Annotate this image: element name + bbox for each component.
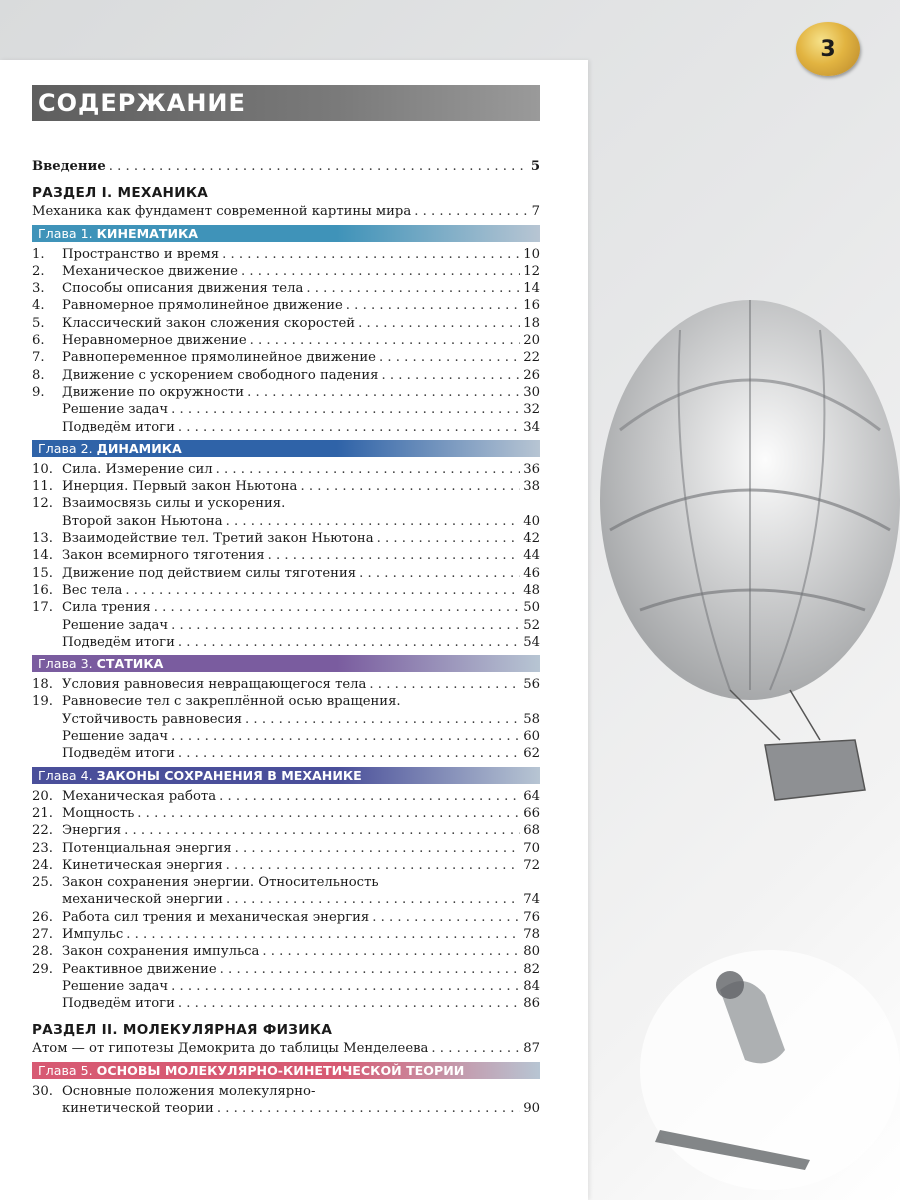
entry-page: 20 (523, 333, 540, 349)
entry-number: 6. (32, 333, 45, 349)
entry-number: 30. (32, 1083, 53, 1099)
dot-leader (262, 943, 520, 960)
entry-page: 16 (523, 298, 540, 314)
entry-title: Движение по окружности (62, 384, 245, 400)
entry-title: Решение задач (62, 729, 169, 745)
entry-title: Взаимосвязь силы и ускорения. (62, 496, 286, 512)
entry-title: Механическое движение (62, 263, 238, 279)
toc-entry[interactable] (32, 401, 540, 418)
chapter-heading[interactable] (32, 767, 540, 784)
entry-title: Классический закон сложения скоростей (62, 315, 356, 331)
dot-leader (226, 857, 521, 874)
toc-entry[interactable] (32, 297, 540, 314)
entry-number: 29. (32, 961, 53, 977)
entry-number: 10. (32, 461, 53, 477)
dot-leader (300, 478, 520, 495)
chapter-number: Глава 3. (38, 656, 93, 672)
toc-entry[interactable] (32, 857, 540, 874)
dot-leader (178, 419, 520, 436)
dot-leader (250, 332, 521, 349)
toc-entry[interactable] (32, 874, 540, 891)
toc-entry[interactable] (32, 263, 540, 280)
toc-entry[interactable] (32, 1040, 540, 1057)
entry-title: Второй закон Ньютона (62, 513, 223, 529)
dot-leader (369, 676, 520, 693)
entry-number: 7. (32, 350, 45, 366)
entry-page: 86 (523, 996, 540, 1012)
toc-entry[interactable] (32, 599, 540, 616)
entry-number: 28. (32, 944, 53, 960)
entry-title: Сила трения (62, 600, 151, 616)
dot-leader (377, 530, 521, 547)
entry-title: Неравномерное движение (62, 333, 247, 349)
toc-entry[interactable] (32, 349, 540, 366)
toc-entry[interactable] (32, 582, 540, 599)
entry-page: 76 (523, 909, 540, 925)
toc-entry[interactable] (32, 634, 540, 651)
dot-leader (372, 909, 520, 926)
dot-leader (414, 203, 528, 220)
toc-entry[interactable] (32, 547, 540, 564)
entry-page: 44 (523, 548, 540, 564)
dot-leader (171, 728, 520, 745)
entry-title: Решение задач (62, 978, 169, 994)
toc-entry[interactable] (32, 461, 540, 478)
entry-title: Подведём итоги (62, 996, 175, 1012)
entry-title: Решение задач (62, 617, 169, 633)
entry-page: 70 (523, 840, 540, 856)
dot-leader (245, 711, 520, 728)
dot-leader (306, 280, 520, 297)
toc-entry[interactable] (32, 728, 540, 745)
entry-page: 72 (523, 857, 540, 873)
dot-leader (241, 263, 520, 280)
entry-page: 78 (523, 926, 540, 942)
entry-title: Введение (32, 159, 106, 174)
toc-entry[interactable] (32, 419, 540, 436)
entry-page: 52 (523, 617, 540, 633)
dot-leader (220, 961, 521, 978)
entry-title: Равномерное прямолинейное движение (62, 298, 343, 314)
chapter-number: Глава 1. (38, 225, 93, 241)
entry-title: Закон всемирного тяготения (62, 548, 265, 564)
page-title: СОДЕРЖАНИЕ (32, 85, 540, 121)
toc-entry[interactable] (32, 693, 540, 710)
dot-leader (346, 297, 520, 314)
entry-page: 40 (523, 513, 540, 529)
dot-leader (171, 978, 520, 995)
entry-title: Потенциальная энергия (62, 840, 232, 856)
entry-page: 10 (523, 246, 540, 262)
dot-leader (154, 599, 520, 616)
entry-title: Подведём итоги (62, 746, 175, 762)
entry-number: 11. (32, 479, 53, 495)
entry-title: Кинетическая энергия (62, 857, 223, 873)
entry-page: 34 (523, 419, 540, 435)
toc-entry[interactable] (32, 943, 540, 960)
section-heading: РАЗДЕЛ I. МЕХАНИКА (32, 185, 209, 202)
entry-page: 68 (523, 823, 540, 839)
entry-number: 16. (32, 582, 53, 598)
entry-number: 20. (32, 788, 53, 804)
toc-entry[interactable] (32, 745, 540, 762)
entry-number: 26. (32, 909, 53, 925)
entry-number: 19. (32, 694, 53, 710)
entry-number: 8. (32, 367, 45, 383)
dot-leader (171, 617, 520, 634)
toc-entry[interactable] (32, 891, 540, 908)
entry-number: 9. (32, 384, 45, 400)
entry-page: 30 (523, 384, 540, 400)
dot-leader (359, 565, 520, 582)
toc-entry[interactable] (32, 332, 540, 349)
chapter-number: Глава 5. (38, 1062, 93, 1078)
entry-title: Подведём итоги (62, 634, 175, 650)
entry-title: Энергия (62, 823, 122, 839)
toc-entry[interactable] (32, 565, 540, 582)
dot-leader (216, 461, 521, 478)
table-of-contents (32, 158, 540, 1117)
entry-number: 23. (32, 840, 53, 856)
entry-number: 25. (32, 875, 53, 891)
toc-entry[interactable] (32, 315, 540, 332)
toc-entry[interactable] (32, 513, 540, 530)
entry-page: 14 (523, 281, 540, 297)
entry-page: 32 (523, 402, 540, 418)
entry-title: Сила. Измерение сил (62, 461, 213, 477)
dot-leader (178, 745, 520, 762)
entry-number: 15. (32, 565, 53, 581)
chapter-title: ОСНОВЫ МОЛЕКУЛЯРНО-КИНЕТИЧЕСКОЙ ТЕОРИИ (96, 1062, 465, 1078)
entry-page: 74 (523, 892, 540, 908)
dot-leader (126, 926, 520, 943)
entry-page: 58 (523, 711, 540, 727)
toc-entry[interactable] (32, 978, 540, 995)
toc-entry[interactable] (32, 822, 540, 839)
chapter-title: КИНЕМАТИКА (96, 225, 199, 241)
entry-title: Условия равновесия невращающегося тела (62, 677, 367, 693)
dot-leader (219, 788, 520, 805)
chapter-title: ДИНАМИКА (96, 440, 182, 456)
entry-title: механической энергии (62, 892, 223, 908)
toc-entry[interactable] (32, 1100, 540, 1117)
chapter-number: Глава 2. (38, 440, 93, 456)
entry-page: 38 (523, 479, 540, 495)
entry-number: 12. (32, 496, 53, 512)
entry-number: 4. (32, 298, 45, 314)
entry-title: Механика как фундамент современной картины мира (32, 204, 412, 220)
dot-leader (431, 1040, 520, 1057)
dot-leader (178, 634, 520, 651)
entry-title: Вес тела (62, 582, 123, 598)
dot-leader (109, 158, 528, 175)
entry-page: 54 (523, 634, 540, 650)
dot-leader (381, 367, 520, 384)
entry-title: кинетической теории (62, 1101, 214, 1117)
toc-entry[interactable] (32, 995, 540, 1012)
entry-title: Механическая работа (62, 788, 217, 804)
toc-entry[interactable] (32, 788, 540, 805)
entry-page: 48 (523, 582, 540, 598)
dot-leader (171, 401, 520, 418)
entry-page: 80 (523, 944, 540, 960)
entry-title: Устойчивость равновесия (62, 711, 243, 727)
entry-page: 12 (523, 263, 540, 279)
dot-leader (235, 840, 521, 857)
dot-leader (125, 582, 520, 599)
toc-entry[interactable] (32, 495, 540, 512)
entry-page: 60 (523, 729, 540, 745)
entry-page: 66 (523, 805, 540, 821)
entry-title: Движение под действием силы тяготения (62, 565, 357, 581)
dot-leader (178, 995, 520, 1012)
entry-title: Основные положения молекулярно- (62, 1083, 316, 1099)
dot-leader (222, 246, 520, 263)
toc-entry[interactable] (32, 158, 540, 175)
entry-number: 22. (32, 823, 53, 839)
entry-page: 82 (523, 961, 540, 977)
entry-number: 13. (32, 531, 53, 547)
entry-page: 42 (523, 531, 540, 547)
toc-entry[interactable] (32, 961, 540, 978)
entry-page: 18 (523, 315, 540, 331)
entry-title: Закон сохранения импульса (62, 944, 260, 960)
entry-title: Равновесие тел с закреплённой осью вращения. (62, 694, 401, 710)
entry-number: 17. (32, 600, 53, 616)
chapter-number: Глава 4. (38, 767, 93, 783)
entry-page: 5 (530, 159, 540, 174)
entry-title: Закон сохранения энергии. Относительность (62, 875, 379, 891)
toc-entry[interactable] (32, 203, 540, 220)
dot-leader (379, 349, 520, 366)
toc-entry[interactable] (32, 840, 540, 857)
toc-entry[interactable] (32, 676, 540, 693)
toc-entry[interactable] (32, 909, 540, 926)
page-number-badge: 3 (796, 22, 860, 76)
toc-entry[interactable] (32, 530, 540, 547)
dot-leader (268, 547, 521, 564)
dot-leader (358, 315, 520, 332)
toc-entry[interactable] (32, 711, 540, 728)
entry-title: Работа сил трения и механическая энергия (62, 909, 370, 925)
entry-number: 3. (32, 281, 45, 297)
chapter-heading[interactable] (32, 1062, 540, 1079)
balloon-snowboarder-illustration (580, 270, 900, 1200)
toc-entry[interactable] (32, 280, 540, 297)
toc-entry[interactable] (32, 926, 540, 943)
entry-number: 21. (32, 805, 53, 821)
chapter-heading[interactable] (32, 440, 540, 457)
entry-number: 24. (32, 857, 53, 873)
entry-title: Решение задач (62, 402, 169, 418)
entry-number: 18. (32, 677, 53, 693)
entry-title: Подведём итоги (62, 419, 175, 435)
entry-page: 84 (523, 978, 540, 994)
entry-title: Инерция. Первый закон Ньютона (62, 479, 298, 495)
entry-title: Реактивное движение (62, 961, 217, 977)
entry-title: Импульс (62, 926, 124, 942)
entry-title: Мощность (62, 805, 135, 821)
entry-title: Равнопеременное прямолинейное движение (62, 350, 376, 366)
entry-page: 50 (523, 600, 540, 616)
dot-leader (226, 513, 521, 530)
entry-number: 1. (32, 246, 45, 262)
dot-leader (226, 891, 520, 908)
entry-page: 36 (523, 461, 540, 477)
entry-title: Способы описания движения тела (62, 281, 304, 297)
toc-entry[interactable] (32, 1083, 540, 1100)
toc-entry[interactable] (32, 478, 540, 495)
entry-page: 46 (523, 565, 540, 581)
entry-page: 56 (523, 677, 540, 693)
entry-number: 2. (32, 263, 45, 279)
toc-entry[interactable] (32, 367, 540, 384)
dot-leader (124, 822, 520, 839)
entry-page: 90 (523, 1101, 540, 1117)
entry-number: 5. (32, 315, 45, 331)
chapter-heading[interactable] (32, 655, 540, 672)
entry-page: 7 (531, 204, 540, 220)
dot-leader (247, 384, 520, 401)
chapter-heading[interactable] (32, 225, 540, 242)
entry-title: Движение с ускорением свободного падения (62, 367, 379, 383)
section-heading: РАЗДЕЛ II. МОЛЕКУЛЯРНАЯ ФИЗИКА (32, 1022, 333, 1039)
entry-page: 62 (523, 746, 540, 762)
entry-title: Взаимодействие тел. Третий закон Ньютона (62, 531, 374, 547)
entry-number: 27. (32, 926, 53, 942)
entry-title: Атом — от гипотезы Демокрита до таблицы Менделеева (32, 1041, 429, 1057)
chapter-title: ЗАКОНЫ СОХРАНЕНИЯ В МЕХАНИКЕ (96, 767, 362, 783)
toc-entry[interactable] (32, 384, 540, 401)
entry-page: 22 (523, 350, 540, 366)
entry-page: 87 (523, 1041, 540, 1057)
entry-page: 64 (523, 788, 540, 804)
dot-leader (137, 805, 520, 822)
entry-title: Пространство и время (62, 246, 220, 262)
chapter-title: СТАТИКА (96, 656, 164, 672)
entry-number: 14. (32, 548, 53, 564)
entry-page: 26 (523, 367, 540, 383)
toc-entry[interactable] (32, 805, 540, 822)
dot-leader (217, 1100, 520, 1117)
toc-entry[interactable] (32, 617, 540, 634)
toc-entry[interactable] (32, 246, 540, 263)
